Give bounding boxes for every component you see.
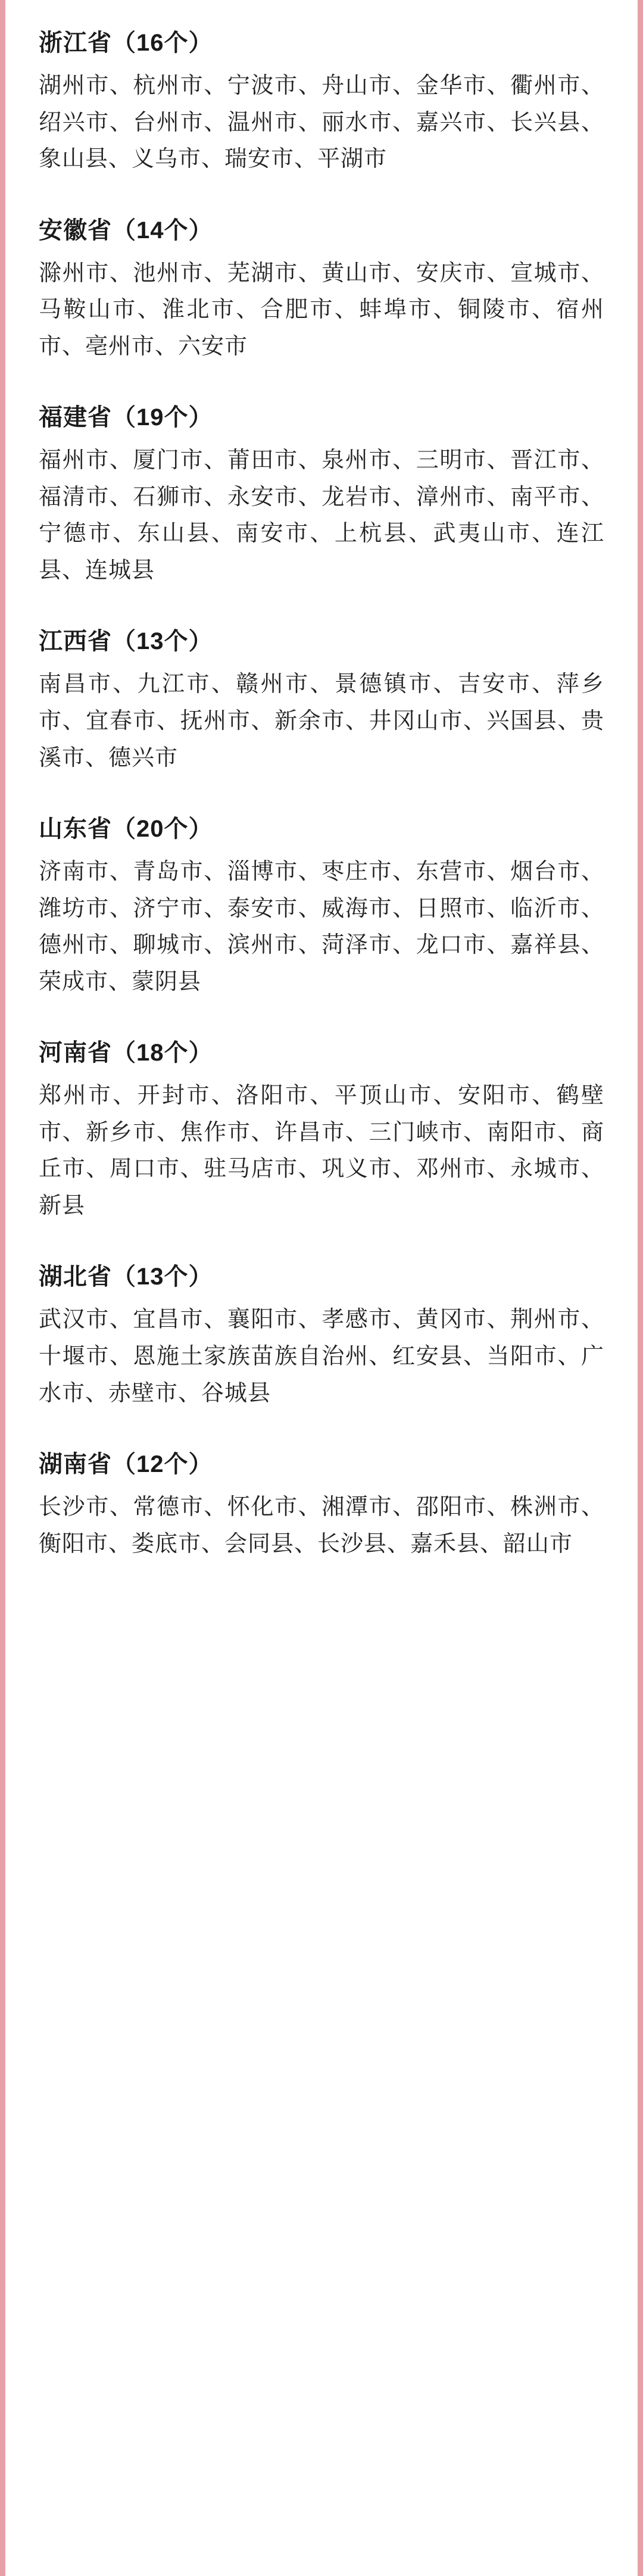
province-block-zhejiang bbox=[39, 26, 604, 178]
province-heading bbox=[39, 812, 604, 846]
province-count: （14个） bbox=[112, 217, 213, 244]
province-city-list: 郑州市、开封市、洛阳市、平顶山市、安阳市、鹤壁市、新乡市、焦作市、许昌市、三门峡市、南阳市、商丘市、周口市、驻马店市、巩义市、邓州市、永城市、新县 bbox=[39, 1083, 604, 1218]
province-heading bbox=[39, 401, 604, 434]
province-block-hubei bbox=[39, 1260, 604, 1412]
document-content bbox=[5, 0, 638, 1598]
province-city-list: 福州市、厦门市、莆田市、泉州市、三明市、晋江市、福清市、石狮市、永安市、龙岩市、漳州市、南平市、宁德市、东山县、南安市、上杭县、武夷山市、连江县、连城县 bbox=[39, 448, 604, 583]
province-count: （20个） bbox=[112, 816, 213, 843]
province-block-shandong bbox=[39, 812, 604, 1000]
province-heading bbox=[39, 1448, 604, 1481]
province-heading bbox=[39, 26, 604, 60]
province-city-list: 南昌市、九江市、赣州市、景德镇市、吉安市、萍乡市、宜春市、抚州市、新余市、井冈山市、兴国县、贵溪市、德兴市 bbox=[39, 672, 604, 771]
province-heading bbox=[39, 214, 604, 247]
province-name: 山东省 bbox=[39, 816, 112, 843]
province-name: 湖北省 bbox=[39, 1264, 112, 1290]
province-city-list: 湖州市、杭州市、宁波市、舟山市、金华市、衢州市、绍兴市、台州市、温州市、丽水市、嘉兴市、长兴县、象山县、义乌市、瑞安市、平湖市 bbox=[39, 73, 604, 172]
province-block-henan bbox=[39, 1036, 604, 1224]
province-city-list: 济南市、青岛市、淄博市、枣庄市、东营市、烟台市、潍坊市、济宁市、泰安市、威海市、日照市、临沂市、德州市、聊城市、滨州市、菏泽市、龙口市、嘉祥县、荣成市、蒙阴县 bbox=[39, 859, 604, 994]
province-block-fujian bbox=[39, 401, 604, 589]
province-count: （12个） bbox=[112, 1451, 213, 1478]
province-name: 江西省 bbox=[39, 628, 112, 655]
province-heading bbox=[39, 1260, 604, 1293]
province-count: （13个） bbox=[112, 1264, 213, 1290]
province-block-jiangxi bbox=[39, 625, 604, 776]
province-count: （13个） bbox=[112, 628, 213, 655]
province-heading bbox=[39, 625, 604, 658]
province-city-list: 长沙市、常德市、怀化市、湘潭市、邵阳市、株洲市、衡阳市、娄底市、会同县、长沙县、嘉禾县、韶山市 bbox=[39, 1495, 604, 1557]
province-name: 浙江省 bbox=[39, 30, 112, 56]
province-name: 河南省 bbox=[39, 1040, 112, 1066]
province-city-list: 滁州市、池州市、芜湖市、黄山市、安庆市、宣城市、马鞍山市、淮北市、合肥市、蚌埠市、铜陵市、宿州市、亳州市、六安市 bbox=[39, 260, 604, 359]
province-count: （16个） bbox=[112, 30, 213, 56]
province-count: （18个） bbox=[112, 1040, 213, 1066]
province-name: 福建省 bbox=[39, 404, 112, 431]
province-heading bbox=[39, 1036, 604, 1069]
province-block-anhui bbox=[39, 214, 604, 366]
province-name: 安徽省 bbox=[39, 217, 112, 244]
province-block-hunan bbox=[39, 1448, 604, 1563]
province-city-list: 武汉市、宜昌市、襄阳市、孝感市、黄冈市、荆州市、十堰市、恩施土家族苗族自治州、红安县、当阳市、广水市、赤壁市、谷城县 bbox=[39, 1307, 604, 1406]
province-count: （19个） bbox=[112, 404, 213, 431]
province-name: 湖南省 bbox=[39, 1451, 112, 1478]
